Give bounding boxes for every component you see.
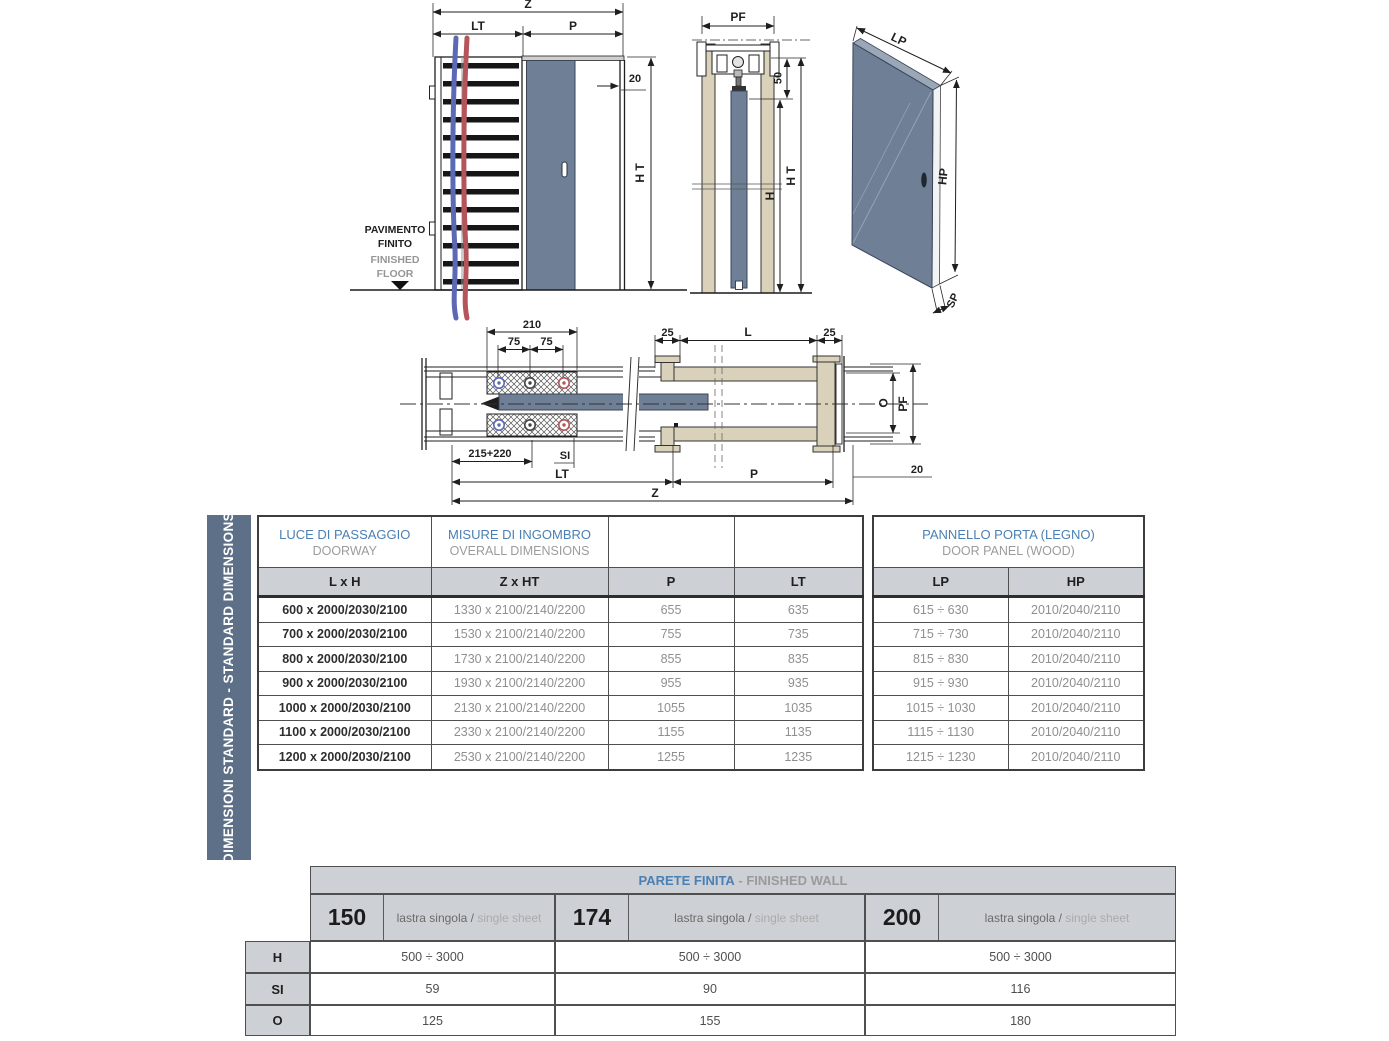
cell: 1930 x 2100/2140/2200 xyxy=(431,671,608,696)
wall-group-174 xyxy=(555,894,865,941)
door-handle xyxy=(562,162,567,177)
cell: 2330 x 2100/2140/2200 xyxy=(431,720,608,745)
doorway-dimensions-table xyxy=(257,515,864,771)
table-row xyxy=(258,671,863,696)
dim-label-ht-section: H T xyxy=(784,166,798,186)
dim-label-25-right: 25 xyxy=(823,327,836,339)
cell: 500 ÷ 3000 xyxy=(310,941,555,973)
spacer xyxy=(245,866,310,941)
overall-group-header xyxy=(431,516,608,568)
table-row xyxy=(873,671,1144,696)
wall-thickness-value: 174 xyxy=(556,895,629,940)
floor-marker-icon xyxy=(391,281,409,290)
cell: 125 xyxy=(310,1005,555,1036)
cell: 715 ÷ 730 xyxy=(873,622,1008,647)
wall-group-150 xyxy=(310,894,555,941)
banner-label: DIMENSIONI STANDARD - STANDARD DIMENSIONS xyxy=(221,511,237,864)
cell: 2010/2040/2110 xyxy=(1008,720,1144,745)
row-label-h: H xyxy=(245,941,310,973)
cell: 500 ÷ 3000 xyxy=(555,941,865,973)
floor-label-en-2: FLOOR xyxy=(376,268,414,280)
table-row xyxy=(258,720,863,745)
dim-label-h: H xyxy=(763,191,777,201)
dim-label-210: 210 xyxy=(522,319,542,331)
cell: 1155 xyxy=(608,720,734,745)
standard-dimensions-banner xyxy=(207,511,251,864)
floor-label-it-1: PAVIMENTO xyxy=(364,224,426,236)
finished-wall-table xyxy=(245,866,1176,1036)
doorway-header-en: DOORWAY xyxy=(312,543,377,558)
table-row xyxy=(873,696,1144,721)
pipe-blue xyxy=(453,38,456,318)
door-panel-dimensions-table xyxy=(872,515,1145,771)
table-row xyxy=(258,622,863,647)
cell: 2010/2040/2110 xyxy=(1008,745,1144,770)
cell: 1330 x 2100/2140/2200 xyxy=(431,597,608,623)
floor-label-it-2: FINITO xyxy=(377,238,413,250)
dim-label-p: P xyxy=(568,19,578,33)
sheet-label-en: single sheet xyxy=(751,910,819,925)
dim-label-o: O xyxy=(876,398,891,408)
plan-view-drawing xyxy=(400,319,932,505)
finished-wall-title-en: - FINISHED WALL xyxy=(734,872,848,888)
sheet-type-label xyxy=(384,895,554,940)
front-view-drawing xyxy=(350,0,687,318)
cell: 59 xyxy=(310,973,555,1005)
dim-label-sp: SP xyxy=(944,291,962,310)
overall-header-en: OVERALL DIMENSIONS xyxy=(449,543,590,558)
sheet-label-en: single sheet xyxy=(473,910,542,925)
cell: 1055 xyxy=(608,696,734,721)
dim-label-hp: HP xyxy=(935,167,951,186)
door-panel-group-header xyxy=(873,516,1144,568)
col-header-lxh: L x H xyxy=(258,568,431,597)
dim-label-z: Z xyxy=(524,0,532,11)
dim-label-20: 20 xyxy=(628,73,642,85)
door-panel-header-it: PANNELLO PORTA (LEGNO) xyxy=(922,526,1095,542)
row-label-o: O xyxy=(245,1005,310,1036)
table-row xyxy=(873,622,1144,647)
cell: 900 x 2000/2030/2100 xyxy=(258,671,431,696)
cell: 855 xyxy=(608,647,734,672)
cell: 800 x 2000/2030/2100 xyxy=(258,647,431,672)
empty-header-cell xyxy=(608,516,734,568)
cell: 600 x 2000/2030/2100 xyxy=(258,597,431,623)
row-label-si: SI xyxy=(245,973,310,1005)
col-header-lt: LT xyxy=(734,568,863,597)
cell: 2010/2040/2110 xyxy=(1008,597,1144,623)
door-panel xyxy=(527,61,576,291)
cell: 2130 x 2100/2140/2200 xyxy=(431,696,608,721)
dim-label-lt-plan: LT xyxy=(555,467,569,481)
cell: 1200 x 2000/2030/2100 xyxy=(258,745,431,770)
dim-label-pf-plan: PF xyxy=(896,396,910,412)
cell: 655 xyxy=(608,597,734,623)
cell: 500 ÷ 3000 xyxy=(865,941,1176,973)
table-row xyxy=(873,745,1144,770)
cell: 2010/2040/2110 xyxy=(1008,647,1144,672)
table-row xyxy=(873,720,1144,745)
sheet-label-it: lastra singola / xyxy=(984,910,1062,925)
sheet-type-label xyxy=(939,895,1175,940)
cell: 90 xyxy=(555,973,865,1005)
dim-label-25-left: 25 xyxy=(661,327,674,339)
table-row xyxy=(258,647,863,672)
cell: 1215 ÷ 1230 xyxy=(873,745,1008,770)
cell: 1015 ÷ 1030 xyxy=(873,696,1008,721)
cell: 835 xyxy=(734,647,863,672)
cell: 2530 x 2100/2140/2200 xyxy=(431,745,608,770)
cell: 1730 x 2100/2140/2200 xyxy=(431,647,608,672)
cell: 1115 ÷ 1130 xyxy=(873,720,1008,745)
table-row xyxy=(258,597,863,623)
col-header-hp: HP xyxy=(1008,568,1144,597)
pipe-red xyxy=(464,38,467,318)
table-row xyxy=(258,745,863,770)
table-row xyxy=(873,597,1144,623)
cell: 1255 xyxy=(608,745,734,770)
cell: 1035 xyxy=(734,696,863,721)
cell: 1100 x 2000/2030/2100 xyxy=(258,720,431,745)
sheet-type-label xyxy=(629,895,864,940)
table-row xyxy=(258,696,863,721)
dim-label-50: 50 xyxy=(772,71,785,85)
dim-label-20-plan: 20 xyxy=(910,464,924,476)
finished-wall-title-it: PARETE FINITA xyxy=(638,872,735,888)
wall-thickness-value: 200 xyxy=(866,895,939,940)
dim-label-75-left: 75 xyxy=(507,336,521,348)
door-3d-handle xyxy=(921,173,927,188)
col-header-p: P xyxy=(608,568,734,597)
floor-label-en-1: FINISHED xyxy=(370,254,420,266)
cell: 1135 xyxy=(734,720,863,745)
dim-label-215-220: 215+220 xyxy=(468,448,512,460)
section-view-drawing xyxy=(690,10,812,293)
cell: 1000 x 2000/2030/2100 xyxy=(258,696,431,721)
cell: 955 xyxy=(608,671,734,696)
sheet-label-it: lastra singola / xyxy=(674,910,752,925)
dim-label-p-plan: P xyxy=(749,467,759,481)
finished-wall-header xyxy=(310,866,1176,894)
cell: 2010/2040/2110 xyxy=(1008,671,1144,696)
dim-label-ht: H T xyxy=(633,163,647,183)
empty-header-cell xyxy=(734,516,863,568)
cell: 815 ÷ 830 xyxy=(873,647,1008,672)
dim-label-lt: LT xyxy=(471,19,485,33)
wall-group-200 xyxy=(865,894,1176,941)
door-3d-drawing xyxy=(852,26,962,313)
cell: 735 xyxy=(734,622,863,647)
cell: 1530 x 2100/2140/2200 xyxy=(431,622,608,647)
door-panel-header-en: DOOR PANEL (WOOD) xyxy=(942,543,1075,558)
dim-label-z-plan: Z xyxy=(651,486,659,500)
cell: 935 xyxy=(734,671,863,696)
dim-label-si: SI xyxy=(559,450,571,462)
table-row xyxy=(873,647,1144,672)
col-header-zxht: Z x HT xyxy=(431,568,608,597)
cell: 1235 xyxy=(734,745,863,770)
doorway-header-it: LUCE DI PASSAGGIO xyxy=(279,526,411,542)
dim-label-lp: LP xyxy=(888,29,909,50)
wall-thickness-value: 150 xyxy=(311,895,384,940)
dim-label-l: L xyxy=(744,325,752,339)
doorway-group-header xyxy=(258,516,431,568)
sheet-label-it: lastra singola / xyxy=(396,910,474,925)
cell: 635 xyxy=(734,597,863,623)
cell: 615 ÷ 630 xyxy=(873,597,1008,623)
cell: 2010/2040/2110 xyxy=(1008,622,1144,647)
cell: 700 x 2000/2030/2100 xyxy=(258,622,431,647)
cell: 2010/2040/2110 xyxy=(1008,696,1144,721)
dim-label-pf: PF xyxy=(730,10,746,24)
technical-drawings xyxy=(340,0,1050,510)
cell: 116 xyxy=(865,973,1176,1005)
cell: 755 xyxy=(608,622,734,647)
cell: 180 xyxy=(865,1005,1176,1036)
overall-header-it: MISURE DI INGOMBRO xyxy=(447,526,591,542)
door-leaf-plan xyxy=(499,394,708,410)
sheet-label-en: single sheet xyxy=(1061,910,1130,925)
cell: 915 ÷ 930 xyxy=(873,671,1008,696)
col-header-lp: LP xyxy=(873,568,1008,597)
cell: 155 xyxy=(555,1005,865,1036)
dim-label-75-right: 75 xyxy=(540,336,553,348)
